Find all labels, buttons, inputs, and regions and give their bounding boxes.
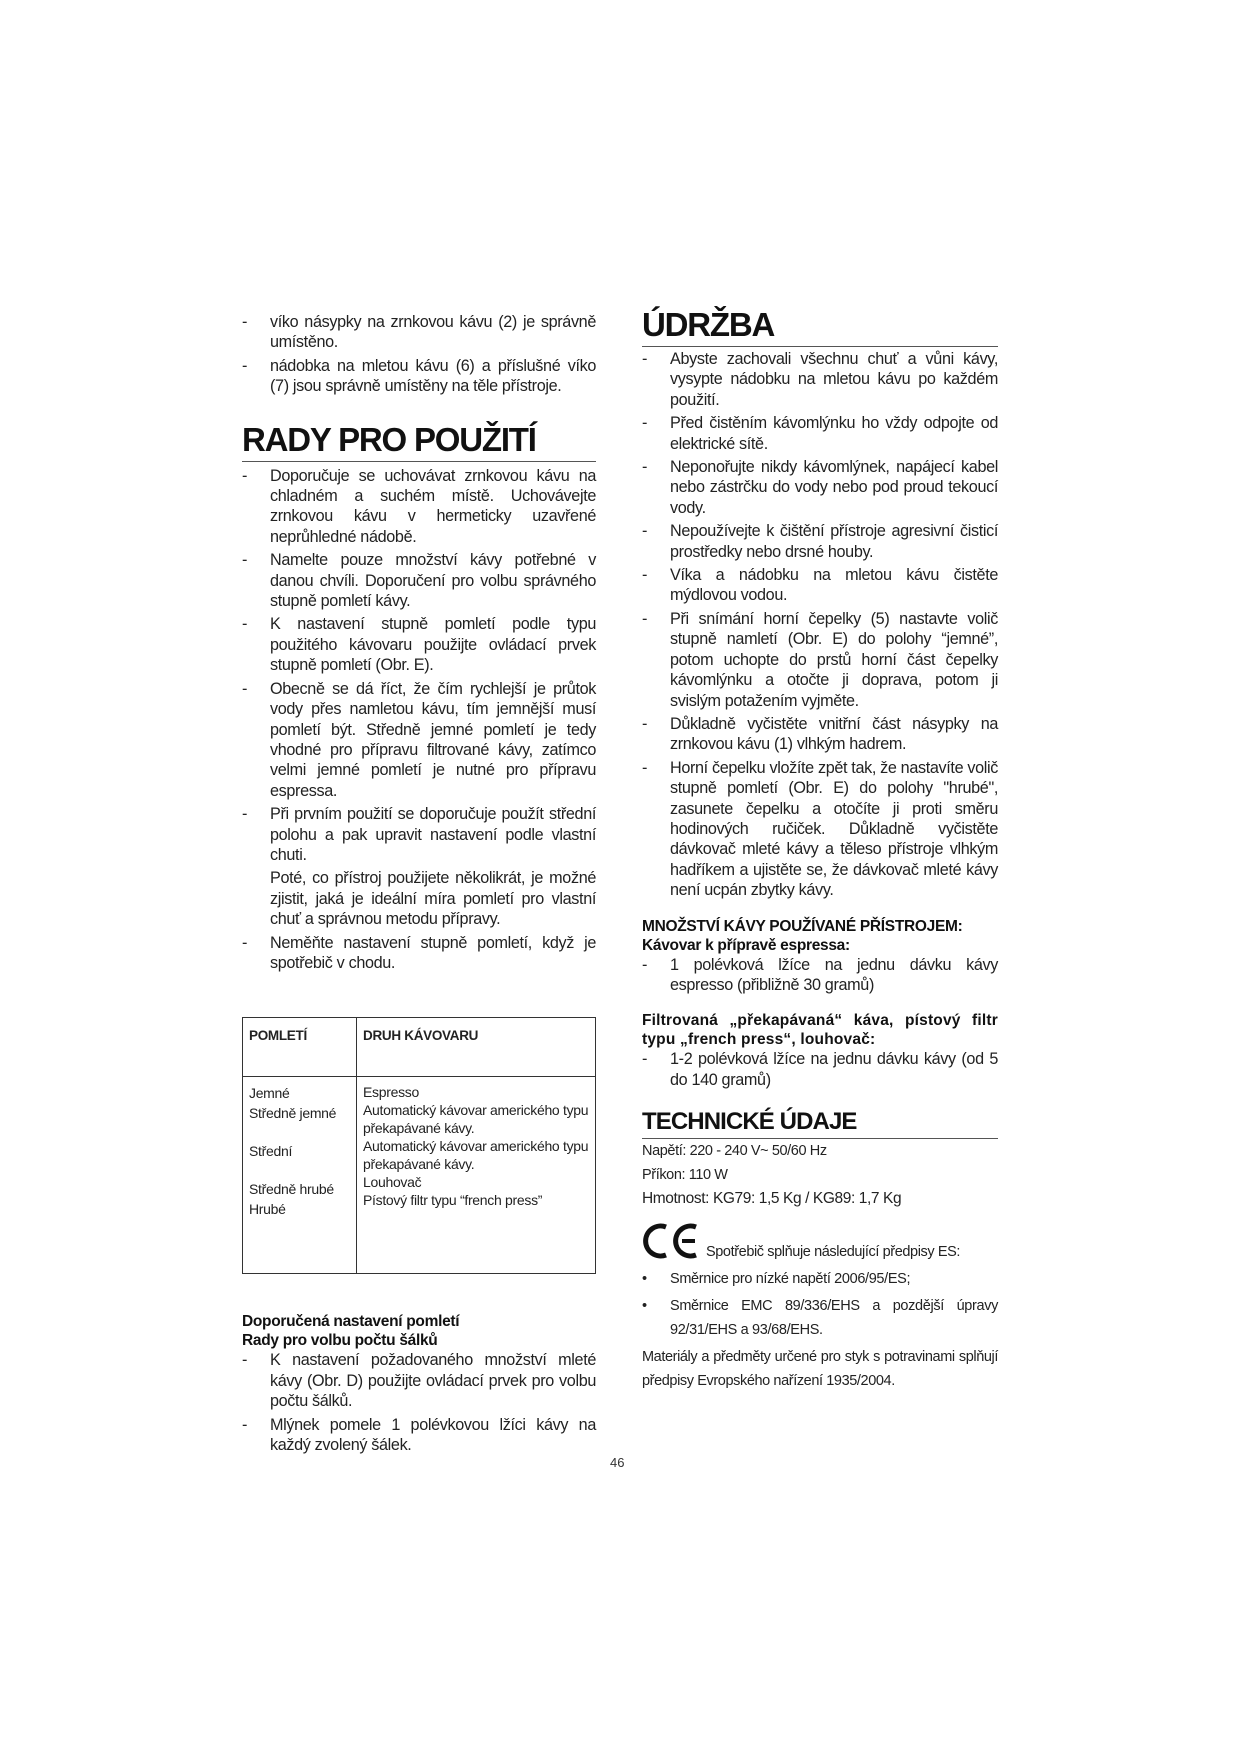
- list-item: - Obecně se dá říct, že čím rychlejší je průtok vody přes namletou kávu, tím jemnější musí pomletí být. Středně jemné pomletí je tedy vhodné pro přípravu filtrované kávy, zatímco velmi jemné pomletí je nutné pro přípravu espressa.: [242, 679, 596, 801]
- list-item: - Při snímání horní čepelky (5) nastavte volič stupně namletí (Obr. E) do polohy “jemné”, potom uchopte do prstů horní část čepelky kávomlýnku a otočte ji doprava, potom ji svislým potažením vyjměte.: [642, 609, 998, 711]
- page-number: 46: [610, 1455, 625, 1470]
- table-cell-types: [357, 1077, 596, 1274]
- list-item: - 1 polévková lžíce na jednu dávku kávy espresso (přibližně 30 gramů): [642, 955, 998, 996]
- list-item: - Při prvním použití se doporučuje použít střední polohu a pak upravit nastavení podle vlastní chuti.: [242, 804, 596, 865]
- subheading: Rady pro volbu počtu šálků: [242, 1332, 438, 1350]
- table-header-grind: POMLETÍ: [243, 1018, 357, 1077]
- list-item: - Horní čepelku vložíte zpět tak, že nastavíte volič stupně pomletí (Obr. E) do polohy "hrubé", zasunete čepelku a otočíte ji proti směru hodinových ručiček. Důkladně vyčistěte dávkovač mleté kávy a těleso přístroje vlhkým hadříkem a ujistěte se, že dávkovač mleté kávy není ucpán zbytky kávy.: [642, 758, 998, 901]
- doporucena-block: [242, 1312, 596, 1455]
- subheading: MNOŽSTVÍ KÁVY POUŽÍVANÉ PŘÍSTROJEM:: [642, 917, 963, 935]
- list-item: - nádobka na mletou kávu (6) a příslušné víko (7) jsou správně umístěny na těle přístroje.: [242, 356, 596, 397]
- list-item: - 1-2 polévková lžíce na jednu dávku kávy (od 5 do 140 gramů): [642, 1049, 998, 1090]
- rady-list: [242, 466, 596, 974]
- list-item-continuation: Poté, co přístroj použijete několikrát, je možné zjistit, jaká je ideální míra pomletí pro vlastní chuť a správnou metodu přípravy.: [270, 869, 596, 929]
- grind-label: Jemné: [249, 1085, 290, 1102]
- filtrovana-block: [642, 1011, 998, 1090]
- type-label: Automatický kávovar amerického typu překapávané kávy.: [363, 1102, 589, 1137]
- left-column: [242, 312, 596, 1458]
- spec-prikon: Příkon: 110 W: [642, 1167, 728, 1184]
- list-item: - Neponořujte nikdy kávomlýnek, napájecí kabel nebo zástrčku do vody nebo pod proud tekoucí vody.: [642, 457, 998, 518]
- list-item: - Před čistěním kávomlýnku ho vždy odpojte od elektrické sítě.: [642, 413, 998, 454]
- subheading: Doporučená nastavení pomletí: [242, 1313, 460, 1331]
- section-title-technicke: TECHNICKÉ ÚDAJE: [642, 1108, 998, 1139]
- table-header-type: DRUH KÁVOVARU: [357, 1018, 596, 1077]
- materialy-text: Materiály a předměty určené pro styk s potravinami splňují předpisy Evropského nařízení 1935/2004.: [642, 1349, 998, 1390]
- list-item: - Nepoužívejte k čištění přístroje agresivní čisticí prostředky nebo drsné houby.: [642, 521, 998, 562]
- grind-label: Hrubé: [249, 1201, 286, 1218]
- grind-label: Středně hrubé: [249, 1181, 334, 1198]
- spec-hmotnost: Hmotnost: KG79: 1,5 Kg / KG89: 1,7 Kg: [642, 1190, 902, 1208]
- list-item: • Směrnice pro nízké napětí 2006/95/ES;: [642, 1267, 998, 1291]
- ce-mark-icon: [642, 1221, 704, 1261]
- list-item: - Důkladně vyčistěte vnitřní část násypky na zrnkovou kávu (1) vlhkým hadrem.: [642, 714, 998, 755]
- spec-napeti: Napětí: 220 - 240 V~ 50/60 Hz: [642, 1143, 827, 1160]
- mnozstvi-list: [642, 955, 998, 996]
- grind-label: Střední: [249, 1143, 293, 1160]
- table-cell-grinds: [243, 1077, 357, 1274]
- section-title-rady: RADY PRO POUŽITÍ: [242, 421, 596, 462]
- list-item: - Namelte pouze množství kávy potřebné v danou chvíli. Doporučení pro volbu správného stupně pomletí kávy.: [242, 550, 596, 611]
- list-item: - Doporučuje se uchovávat zrnkovou kávu na chladném a suchém místě. Uchovávejte zrnkovou kávu v hermeticky uzavřené neprůhledné nádobě.: [242, 466, 596, 548]
- ce-text: Spotřebič splňuje následující předpisy ES:: [706, 1244, 961, 1261]
- udrzba-list: [642, 349, 998, 901]
- subheading: Kávovar k přípravě espressa:: [642, 936, 850, 954]
- mnozstvi-block: [642, 917, 998, 996]
- section-title-udrzba: ÚDRŽBA: [642, 306, 998, 347]
- list-item: - K nastavení požadovaného množství mleté kávy (Obr. D) použijte ovládací prvek pro volbu počtu šálků.: [242, 1350, 596, 1411]
- list-item: - víko násypky na zrnkovou kávu (2) je správně umístěno.: [242, 312, 596, 353]
- list-item: • Směrnice EMC 89/336/EHS a pozdější úpravy 92/31/EHS a 93/68/EHS.: [642, 1294, 998, 1342]
- list-item: - Mlýnek pomele 1 polévkovou lžíci kávy na každý zvolený šálek.: [242, 1415, 596, 1456]
- ce-row: [642, 1221, 998, 1261]
- right-column: [642, 306, 998, 1393]
- filtrovana-list: [642, 1049, 998, 1090]
- type-label: Espresso: [363, 1084, 419, 1101]
- doporucena-list: [242, 1350, 596, 1455]
- list-item: - Abyste zachovali všechnu chuť a vůni kávy, vysypte nádobku na mletou kávu po každém použití.: [642, 349, 998, 410]
- list-item: - K nastavení stupně pomletí podle typu použitého kávovaru použijte ovládací prvek stupně pomletí (Obr. E).: [242, 614, 596, 675]
- intro-list: [242, 312, 596, 397]
- type-label: Automatický kávovar amerického typu překapávané kávy.: [363, 1138, 589, 1173]
- type-label: Pístový filtr typu “french press”: [363, 1192, 543, 1209]
- list-item: - Víka a nádobku na mletou kávu čistěte mýdlovou vodou.: [642, 565, 998, 606]
- subheading: Filtrovaná „překapávaná“ káva, pístový filtr typu „french press“, louhovač:: [642, 1012, 998, 1049]
- grind-label: Středně jemné: [249, 1105, 337, 1122]
- directives-list: [642, 1267, 998, 1342]
- type-label: Louhovač: [363, 1174, 422, 1191]
- list-item: - Neměňte nastavení stupně pomletí, když je spotřebič v chodu.: [242, 933, 596, 974]
- grind-table: [242, 1017, 596, 1274]
